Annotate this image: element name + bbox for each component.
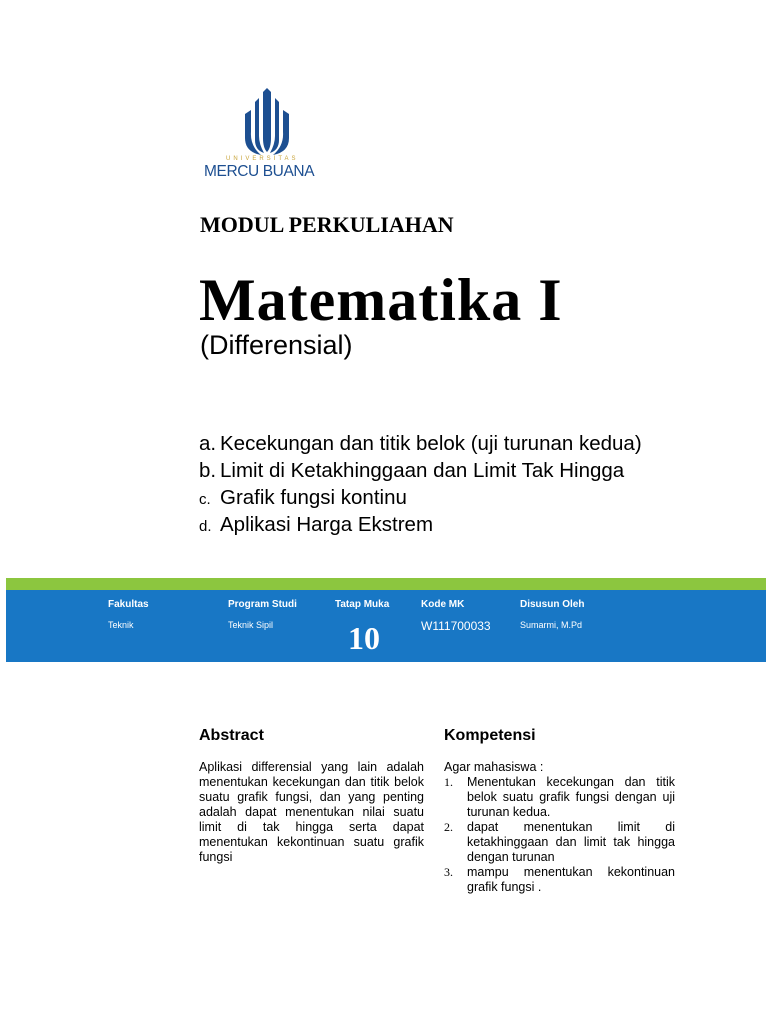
tatap-muka-value: 10 [348, 620, 380, 656]
fakultas-value: Teknik [108, 620, 134, 630]
kode-mk-label: Kode MK [421, 599, 465, 610]
course-info-bar [6, 590, 766, 662]
list-item-text: Aplikasi Harga Ekstrem [220, 513, 434, 536]
list-marker: c. [199, 491, 211, 508]
module-label: MODUL PERKULIAHAN [200, 212, 454, 237]
list-marker: d. [199, 518, 212, 535]
list-marker: b. [199, 459, 217, 482]
page-subtitle: (Differensial) [200, 330, 353, 360]
list-item [444, 865, 675, 895]
disusun-oleh-value: Sumarmi, M.Pd [520, 620, 583, 630]
list-item [199, 484, 642, 511]
list-item [199, 511, 642, 538]
kode-mk-value: W111700033 [421, 619, 491, 633]
mercu-buana-emblem-icon [242, 88, 292, 158]
logo-name: MERCU BUANA [204, 163, 315, 180]
university-logo [198, 88, 333, 193]
list-number: 1. [444, 775, 453, 789]
list-item-text: Menentukan kecekungan dan titik belok suatu grafik fungsi dengan uji turunan kedua. [467, 775, 675, 819]
kompetensi-heading: Kompetensi [444, 727, 536, 744]
tatap-muka-label: Tatap Muka [335, 599, 390, 610]
list-marker: a. [199, 432, 217, 455]
list-item [199, 457, 642, 484]
topic-list [199, 430, 642, 538]
abstract-heading: Abstract [199, 727, 264, 744]
kompetensi-intro: Agar mahasiswa : [444, 760, 544, 774]
fakultas-label: Fakultas [108, 599, 149, 610]
disusun-oleh-label: Disusun Oleh [520, 599, 585, 610]
list-number: 3. [444, 865, 453, 879]
list-item [444, 820, 675, 865]
list-item-text: Grafik fungsi kontinu [220, 486, 407, 509]
kompetensi-list [444, 775, 675, 895]
abstract-text: Aplikasi differensial yang lain adalah menentukan kecekungan dan titik belok suatu grafik fungsi, dan yang penting adalah dapat menentukan nilai suatu limit di tak hingga serta dapat menentukan kekontinuan suatu grafik fungsi [199, 760, 424, 864]
accent-stripe [6, 578, 766, 590]
program-studi-value: Teknik Sipil [228, 620, 274, 630]
page-title: Matematika I [199, 267, 563, 333]
list-item-text: dapat menentukan limit di ketakhinggaan dan limit tak hingga dengan turunan [467, 820, 675, 864]
logo-top-text: UNIVERSITAS [226, 156, 299, 162]
list-item [444, 775, 675, 820]
list-item-text: Kecekungan dan titik belok (uji turunan kedua) [220, 432, 642, 455]
list-number: 2. [444, 820, 453, 834]
list-item [199, 430, 642, 457]
program-studi-label: Program Studi [228, 599, 297, 610]
list-item-text: Limit di Ketakhinggaan dan Limit Tak Hingga [220, 459, 625, 482]
list-item-text: mampu menentukan kekontinuan grafik fungsi . [467, 865, 675, 894]
